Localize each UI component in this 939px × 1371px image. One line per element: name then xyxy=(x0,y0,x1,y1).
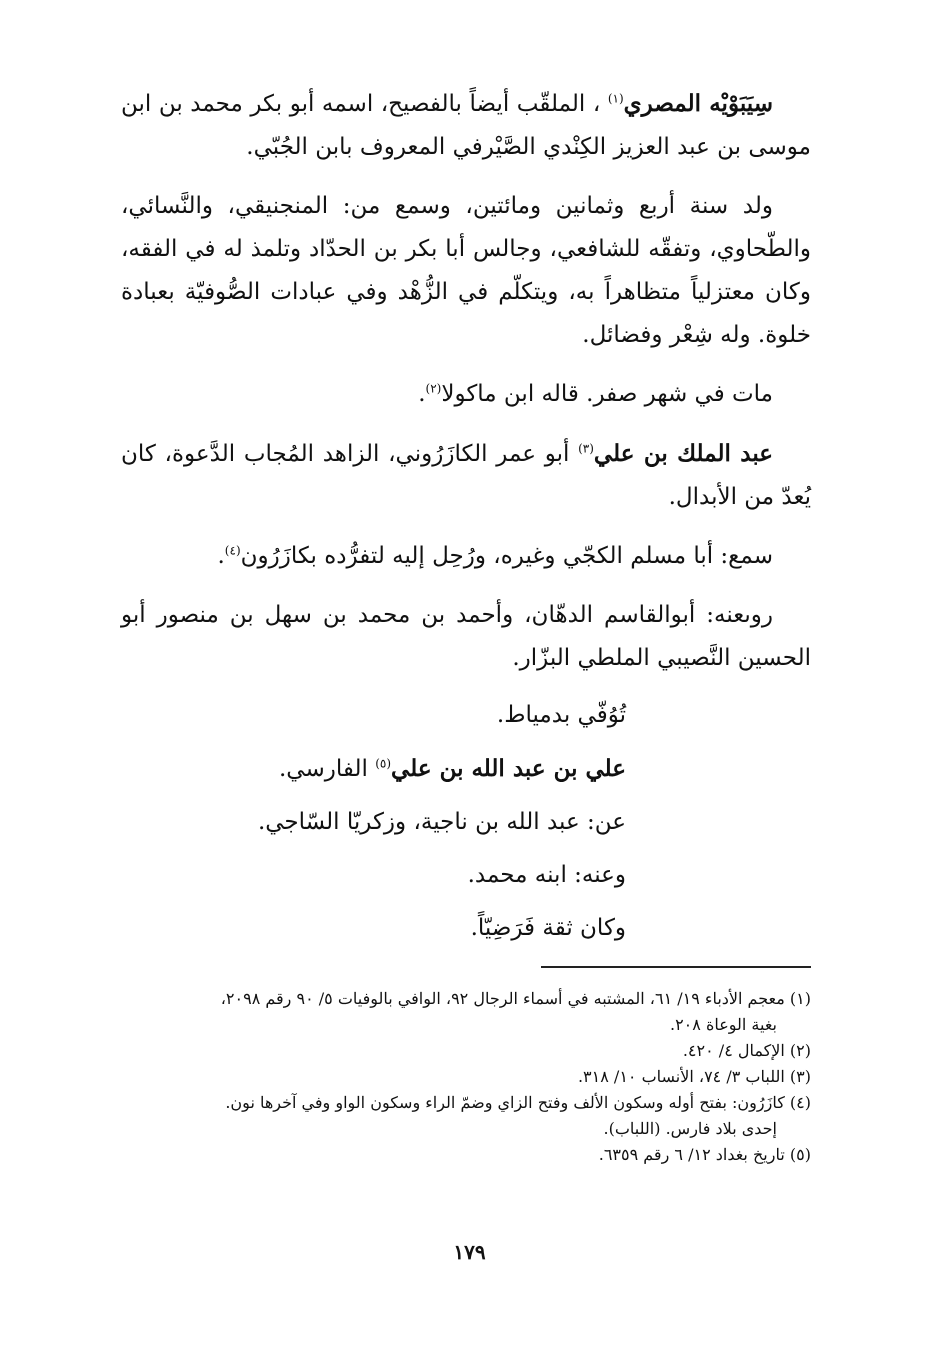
footnote-number: (١) xyxy=(789,989,811,1008)
paragraph-from xyxy=(121,801,811,844)
footnote-number: (٥) xyxy=(789,1145,811,1164)
paragraph-biography xyxy=(121,185,811,357)
footnote-ref: (١) xyxy=(607,91,624,106)
entry-text: ، الملقّب أيضاً بالفصيح، اسمه أبو بكر محمد بن ابن موسى بن عبد العزيز الكِنْدي الصَّيْرفي المعروف بابن الجُبّي. xyxy=(121,91,811,160)
footnotes xyxy=(121,986,811,1168)
entry-text: أبو عمر الكازَرُوني، الزاهد المُجاب الدَّعوة، كان يُعدّ من الأبدال. xyxy=(121,441,811,510)
footnote-number: (٤) xyxy=(789,1093,811,1112)
entry-text: الفارسي. xyxy=(279,756,368,782)
page-number: ١٧٩ xyxy=(453,1240,486,1264)
footnote-5 xyxy=(121,1142,811,1168)
footnote-1 xyxy=(121,986,811,1038)
paragraph-heard xyxy=(121,535,811,578)
footnote-ref: (٤) xyxy=(224,543,241,558)
footnote-text: تاريخ بغداد ١٢/ ٦ رقم ٦٣٥٩. xyxy=(598,1145,785,1164)
entry-name: علي بن عبد الله بن علي xyxy=(391,755,626,782)
paragraph-text: روىعنه: أبوالقاسم الدهّان، وأحمد بن محمد بن سهل بن منصور أبو الحسين النَّصيبي الملطي البزّار. xyxy=(121,602,811,671)
footnote-text-continued: بغية الوعاة ٢٠٨. xyxy=(669,1015,777,1034)
paragraph-died-damietta xyxy=(121,694,811,737)
footnote-ref: (٣) xyxy=(578,441,594,456)
footnote-4 xyxy=(121,1090,811,1142)
footnote-divider xyxy=(541,966,811,968)
paragraph-text: مات في شهر صفر. قاله ابن ماكولا xyxy=(441,381,773,407)
footnote-text: الإكمال ٤/ ٤٢٠. xyxy=(682,1041,785,1060)
footnote-text-continued: إحدى بلاد فارس. (اللباب). xyxy=(603,1119,777,1138)
entry-name: سِيَبَوْيْه المصري xyxy=(623,90,773,117)
paragraph-end: . xyxy=(217,543,225,569)
footnote-text: معجم الأدباء ١٩/ ٦١، المشتبه في أسماء الرجال ٩٢، الوافي بالوفيات ٥/ ٩٠ رقم ٢٠٩٨، xyxy=(220,989,785,1008)
paragraph-text: عن: عبد الله بن ناجية، وزكريّا السّاجي. xyxy=(257,809,626,835)
footnote-number: (٢) xyxy=(789,1041,811,1060)
paragraph-text: تُوُفّي بدمياط. xyxy=(496,702,626,728)
paragraph-text: وكان ثقة فَرَضِيّاً. xyxy=(470,915,626,941)
paragraph-end: . xyxy=(418,381,426,407)
entry-sibawayh xyxy=(121,82,811,169)
footnote-number: (٣) xyxy=(789,1067,811,1086)
paragraph-text: سمع: أبا مسلم الكجّي وغيره، ورُحِل إليه لتفرُّده بكازَرُون xyxy=(240,543,773,569)
paragraph-narrated xyxy=(121,594,811,680)
footnote-text: كازَرُون: بفتح أوله وسكون الألف وفتح الزاي وضمّ الراء وسكون الواو وفي آخرها نون. xyxy=(225,1093,785,1112)
footnote-2 xyxy=(121,1038,811,1064)
footnote-ref: (٢) xyxy=(425,381,442,396)
entry-abd-al-malik xyxy=(121,432,811,519)
paragraph-text: وعنه: ابنه محمد. xyxy=(467,862,626,888)
footnote-3 xyxy=(121,1064,811,1090)
footnote-text: اللباب ٣/ ٧٤، الأنساب ١٠/ ٣١٨. xyxy=(577,1067,785,1086)
footnote-ref: (٥) xyxy=(375,756,392,771)
paragraph-trustworthy xyxy=(121,907,811,950)
paragraph-from-him xyxy=(121,854,811,897)
entry-name: عبد الملك بن علي xyxy=(593,440,773,467)
paragraph-death xyxy=(121,373,811,416)
paragraph-text: ولد سنة أربع وثمانين ومائتين، وسمع من: المنجنيقي، والنَّسائي، والطّحاوي، وتفقّه للشافعي، وجالس أبا بكر بن الحدّاد وتلمذ له في الفقه، وكان معتزلياً متظاهراً به، ويتكلّم في الزُّهْد وفي عبادات الصُّوفيّة بعبادة خلوة. وله شِعْر وفضائل. xyxy=(121,193,811,348)
main-text xyxy=(121,82,811,960)
entry-ali xyxy=(121,747,811,791)
